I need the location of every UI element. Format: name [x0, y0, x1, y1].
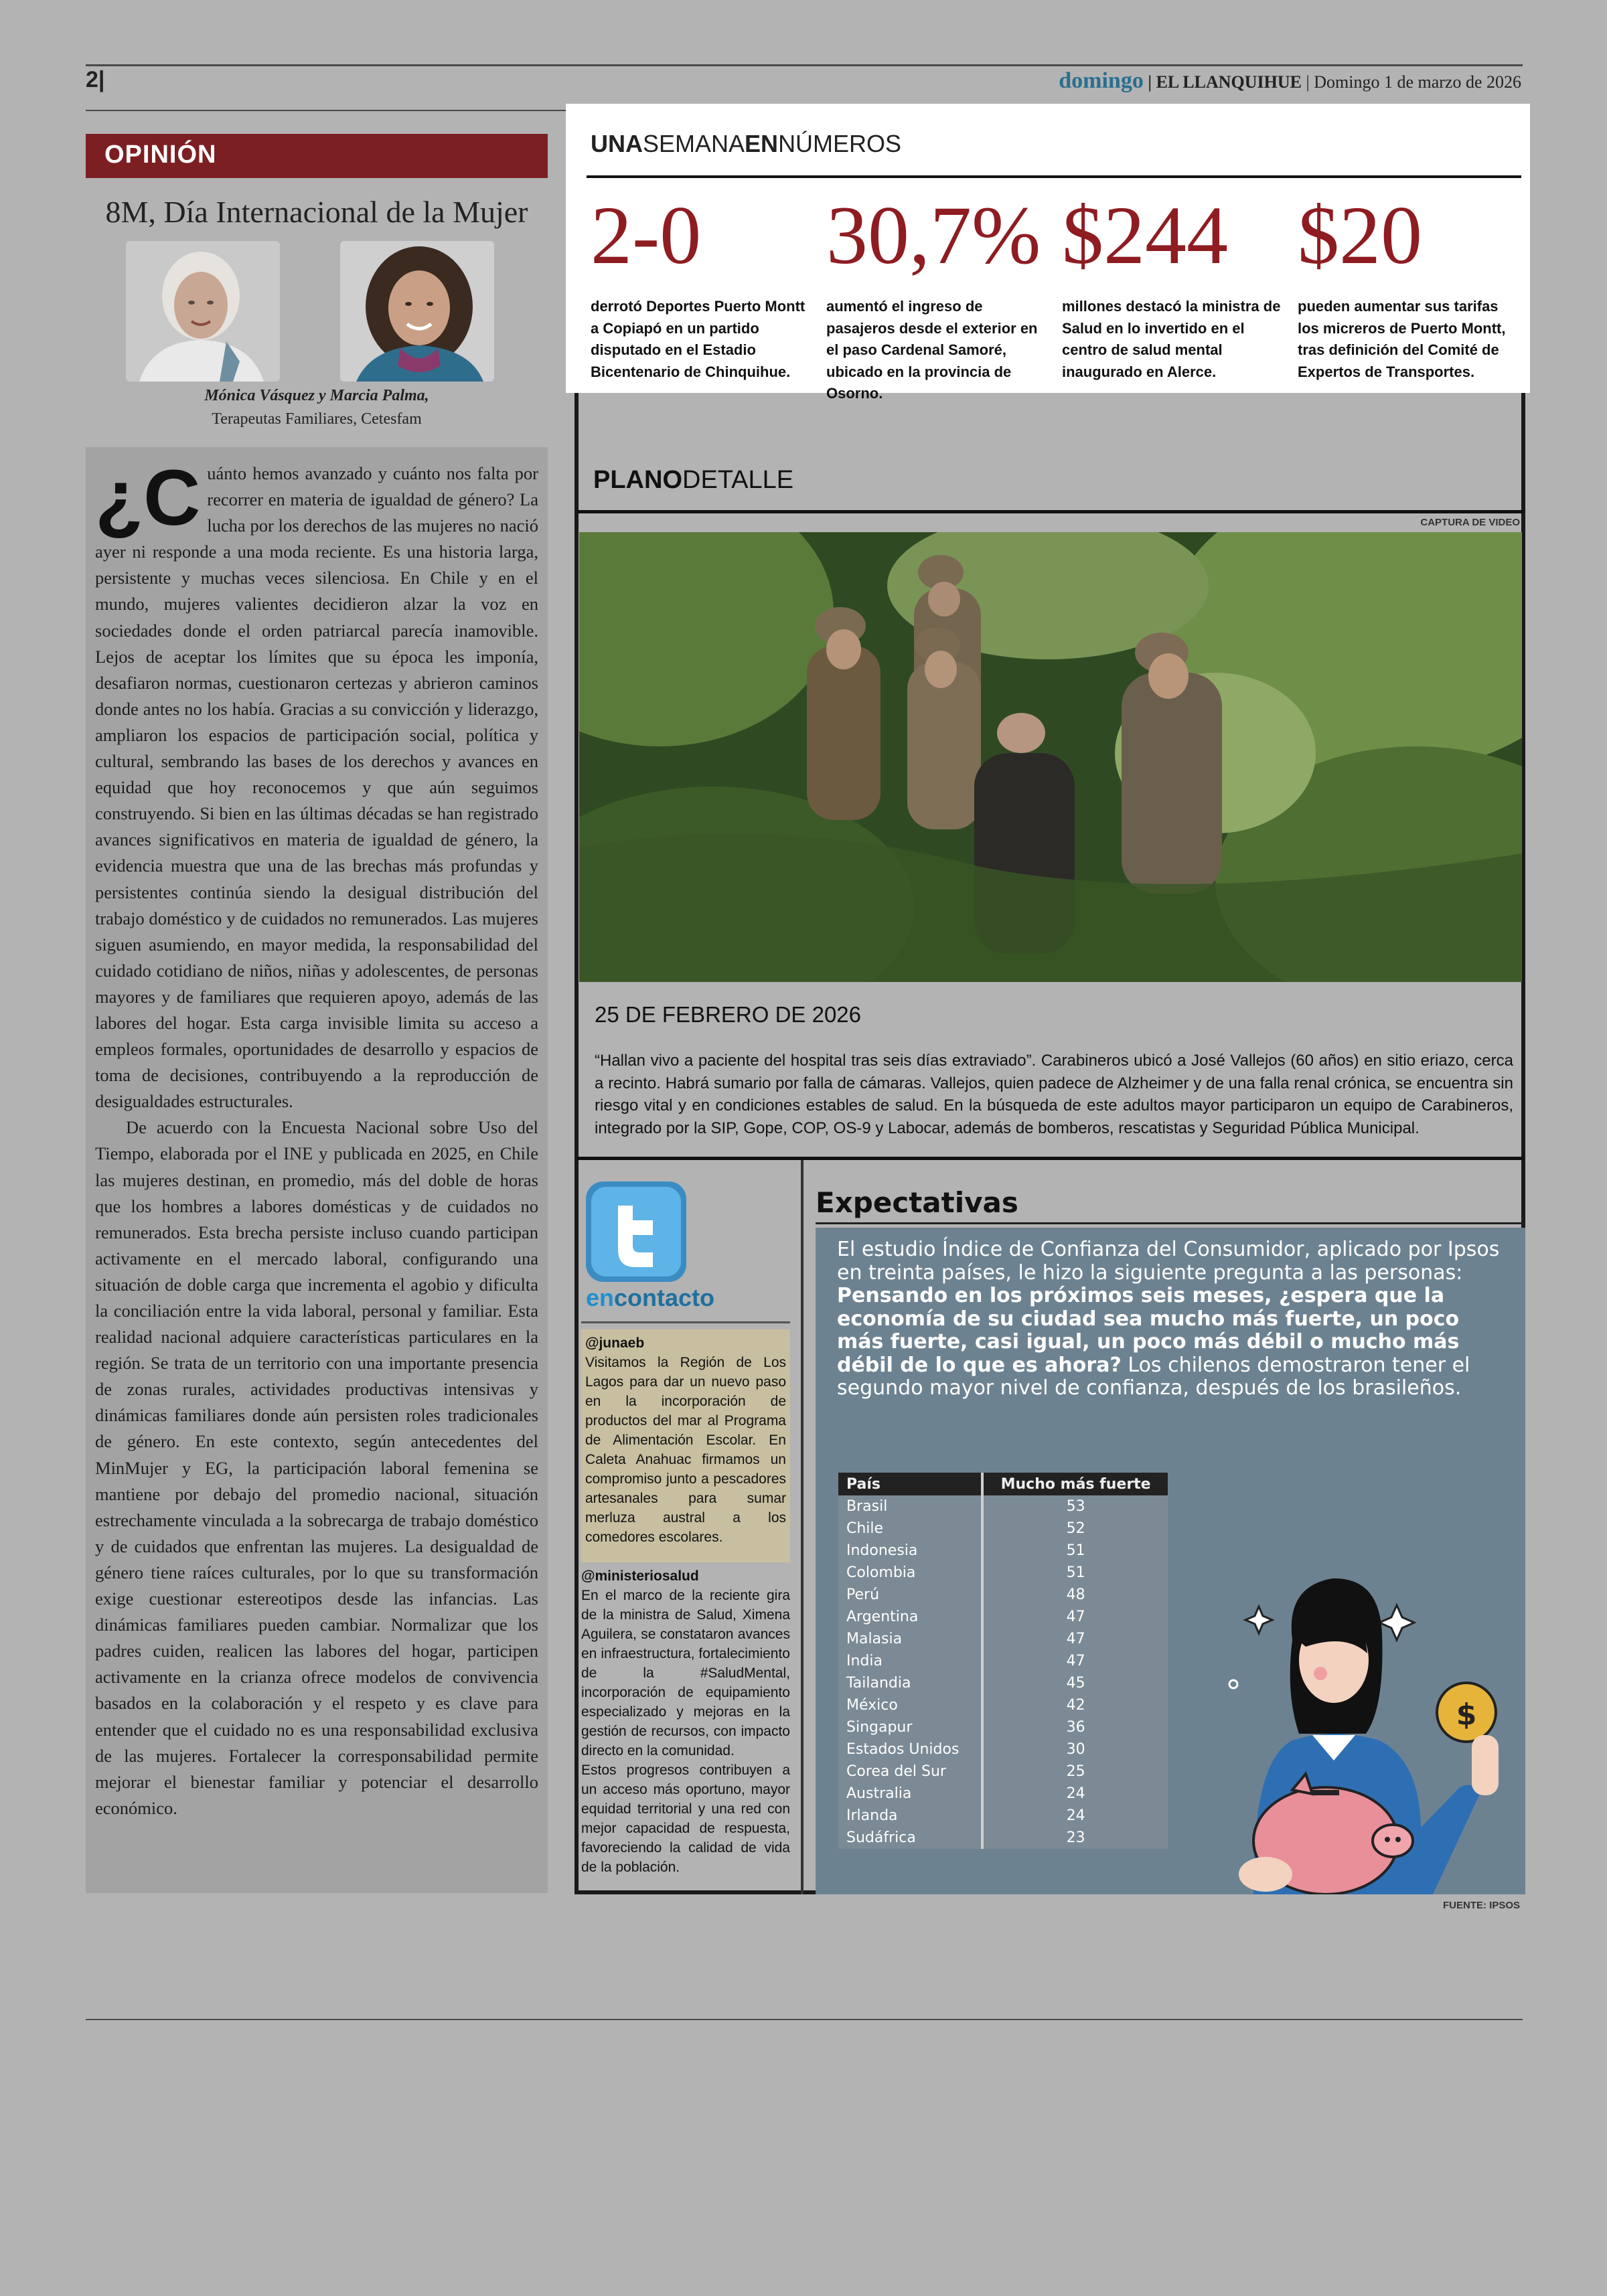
tweet-text-2: Estos progresos contribuyen a un acceso más oportuno, mayor equidad territorial y una red con mejor capacidad de respuesta, favoreciendo la calidad de vida de la población.	[581, 1762, 790, 1875]
column-header-value: Mucho más fuerte	[982, 1473, 1168, 1495]
contacto-title	[586, 1284, 714, 1312]
table-cell-country: Argentina	[838, 1606, 982, 1628]
opinion-body	[86, 447, 548, 1893]
tweet-text: Visitamos la Región de Los Lagos para dar un nuevo paso en la incorporación de productos del mar al Programa de Alimentación Escolar. En Caleta Anahuac firmamos un compromiso junto a pescadores artesanales para sumar merluza austral a los comedores escolares.	[585, 1355, 786, 1545]
tweet-1	[581, 1329, 790, 1562]
drop-cap: ¿C	[95, 454, 201, 542]
twitter-icon	[586, 1181, 686, 1282]
table-cell-value: 30	[982, 1738, 1168, 1760]
semana-rule	[587, 175, 1521, 178]
publication-name: | EL LLANQUIHUE	[1148, 72, 1302, 92]
table-row	[838, 1584, 1168, 1606]
table-row	[838, 1694, 1168, 1716]
table-cell-country: Singapur	[838, 1716, 982, 1738]
table-cell-country: Colombia	[838, 1562, 982, 1584]
tweet-2	[581, 1566, 790, 1877]
header-date: | Domingo 1 de marzo de 2026	[1306, 72, 1521, 92]
opinion-paragraph-1	[95, 454, 538, 1115]
table-row	[838, 1606, 1168, 1628]
table-cell-country: Perú	[838, 1584, 982, 1606]
stat-value: $244	[1062, 189, 1228, 281]
page-number: 2|	[86, 67, 105, 92]
table-cell-value: 23	[982, 1827, 1168, 1849]
stat-value: 2-0	[591, 189, 702, 281]
opinion-title: 8M, Día Internacional de la Mujer	[105, 195, 528, 229]
semana-title-d: NÚMEROS	[778, 130, 902, 157]
plano-date: 25 DE FEBRERO DE 2026	[595, 1002, 861, 1027]
page-header	[1059, 68, 1521, 94]
table-row	[838, 1783, 1168, 1805]
section-divider	[577, 1157, 1524, 1160]
bottom-rule	[86, 2019, 1523, 2020]
table-cell-country: México	[838, 1694, 982, 1716]
semana-title-b: SEMANA	[643, 130, 745, 157]
semana-title-a: UNA	[591, 130, 643, 157]
table-cell-value: 24	[982, 1805, 1168, 1827]
confidence-table	[838, 1473, 1168, 1849]
table-cell-country: India	[838, 1650, 982, 1672]
table-row	[838, 1540, 1168, 1562]
tweet-handle: @junaeb	[585, 1335, 645, 1351]
stat-item-3	[1062, 189, 1283, 383]
contacto-title-b: contacto	[614, 1284, 715, 1311]
expectativas-text	[837, 1238, 1510, 1400]
table-row	[838, 1672, 1168, 1694]
contacto-rule	[581, 1321, 790, 1323]
table-row	[838, 1650, 1168, 1672]
author-portrait-1	[126, 241, 280, 382]
table-row	[838, 1805, 1168, 1827]
expectativas-intro: El estudio Índice de Confianza del Consumidor, aplicado por Ipsos en treinta países, le hizo la siguiente pregunta a las personas:	[837, 1238, 1500, 1285]
column-divider	[801, 1160, 804, 1894]
opinion-banner: OPINIÓN	[86, 134, 548, 178]
source-note: FUENTE: IPSOS	[1442, 1900, 1520, 1911]
expectativas-outro: Los chilenos demostraron tener el segundo mayor nivel de confianza, después de los brasileños.	[837, 1353, 1470, 1400]
table-body	[838, 1495, 1168, 1849]
table-row	[838, 1760, 1168, 1783]
table-cell-value: 51	[982, 1562, 1168, 1584]
expectativas-rule	[816, 1222, 1524, 1224]
table-cell-value: 47	[982, 1606, 1168, 1628]
plano-title	[593, 466, 793, 495]
table-row	[838, 1518, 1168, 1540]
stat-text: derrotó Deportes Puerto Montt a Copiapó en un partido disputado en el Estadio Bicentenario de Chinquihue.	[591, 298, 806, 380]
news-photo	[579, 532, 1522, 982]
table-cell-country: Brasil	[838, 1495, 982, 1518]
table-cell-value: 25	[982, 1760, 1168, 1783]
opinion-authors: Mónica Vásquez y Marcia Palma,	[204, 387, 429, 404]
table-cell-country: Sudáfrica	[838, 1827, 982, 1849]
table-cell-value: 47	[982, 1650, 1168, 1672]
table-cell-country: Malasia	[838, 1628, 982, 1650]
table-row	[838, 1628, 1168, 1650]
plano-title-b: DETALLE	[682, 466, 794, 494]
plano-rule	[577, 510, 1524, 513]
table-cell-country: Estados Unidos	[838, 1738, 982, 1760]
stat-text: millones destacó la ministra de Salud en lo invertido en el centro de salud mental inaugurado en Alerce.	[1062, 298, 1281, 380]
expectativas-question: Pensando en los próximos seis meses, ¿espera que la economía de su ciudad sea mucho más fuerte, un poco más fuerte, casi igual, un poco más débil o mucho más débil de lo que es ahora?	[837, 1284, 1460, 1377]
stat-value: $20	[1298, 189, 1422, 281]
column-header-country: País	[838, 1473, 982, 1495]
opinion-paragraph-2: De acuerdo con la Encuesta Nacional sobre Uso del Tiempo, elaborada por el INE y publicada en 2025, en Chile las mujeres destinan, en promedio, más del doble de horas que los hombres a labores domésticas y de cuidados no remunerados. Esta brecha persiste incluso cuando participan activamente en el mercado laboral, configurando una situación de doble carga que incrementa el agobio y dificulta la conciliación entre la vida laboral, personal y familiar. Esta realidad nacional adquiere características particulares en la región. Se trata de un territorio con una importante presencia de zonas rurales, actividades productivas intensivas y dinámicas familiares donde aún persisten roles tradicionales de género. En este contexto, según antecedentes del MinMujer y EG, la participación laboral femenina se mantiene por debajo del promedio nacional, situación estrechamente vinculada a la sobrecarga de trabajo doméstico y de cuidados que enfrentan las mujeres. La desigualdad de género tiene raíces culturales, por lo que su transformación exige cuestionar estereotipos desde las infancias. Las dinámicas familiares pueden cambiar. Normalizar que los padres cuiden, realicen las labores del hogar, participen activamente en la crianza ofrece modelos de convivencia basados en la colaboración y el respeto y es clave para entender que el cuidado no es una responsabilidad exclusiva de las mujeres. Fortalecer la corresponsabilidad permite mejorar el bienestar familiar y potenciar el desarrollo económico.	[95, 1117, 538, 1818]
stat-item-4	[1298, 189, 1519, 383]
table-cell-value: 36	[982, 1716, 1168, 1738]
table-header-row	[838, 1473, 1168, 1495]
table-cell-value: 47	[982, 1628, 1168, 1650]
semana-title	[591, 130, 901, 158]
table-cell-value: 48	[982, 1584, 1168, 1606]
stat-text: pueden aumentar sus tarifas los micreros de Puerto Montt, tras definición del Comité de Expertos de Transportes.	[1298, 298, 1506, 380]
table-cell-value: 51	[982, 1540, 1168, 1562]
photo-credit: CAPTURA DE VIDEO	[1420, 517, 1520, 528]
tweet-handle: @ministeriosalud	[581, 1568, 699, 1584]
table-cell-country: Australia	[838, 1783, 982, 1805]
stat-item-1	[591, 189, 812, 383]
table-row	[838, 1562, 1168, 1584]
semana-title-c: EN	[745, 130, 779, 157]
table-cell-value: 52	[982, 1518, 1168, 1540]
table-cell-country: Corea del Sur	[838, 1760, 982, 1783]
table-row	[838, 1827, 1168, 1849]
expectativas-title: Expectativas	[816, 1186, 1018, 1219]
author-portrait-2	[340, 241, 494, 382]
svg-text:$: $	[1456, 1698, 1477, 1732]
table-row	[838, 1716, 1168, 1738]
table-cell-value: 42	[982, 1694, 1168, 1716]
section-name: domingo	[1059, 68, 1144, 93]
plano-caption: “Hallan vivo a paciente del hospital tras seis días extraviado”. Carabineros ubicó a José Vallejos (60 años) en sitio eriazo, cerca a recinto. Habrá sumario por falla de cámaras. Vallejos, quien padece de Alzheimer y de una falla renal crónica, se encuentra sin riesgo vital y en condiciones estables de salud. En la búsqueda de este adultos mayor participaron un equipo de Carabineros, integrado por la SIP, Gope, COP, OS-9 y Labocar, además de bomberos, rescatistas y Seguridad Pública Municipal.	[595, 1052, 1513, 1137]
table-cell-country: Tailandia	[838, 1672, 982, 1694]
table-row	[838, 1738, 1168, 1760]
table-row	[838, 1495, 1168, 1518]
opinion-affiliation: Terapeutas Familiares, Cetesfam	[212, 410, 422, 428]
tweet-text: En el marco de la reciente gira de la ministra de Salud, Ximena Aguilera, se constataron avances en infraestructura, fortalecimiento de la #SaludMental, incorporación de equipamiento especializado y mejoras en la gestión de recursos, con impacto directo en la comunidad.	[581, 1588, 790, 1758]
opinion-paragraph-1-text: uánto hemos avanzado y cuánto nos falta por recorrer en materia de igualdad de género? La lucha por los derechos de las mujeres no nació ayer ni responde a una moda reciente. Es una historia larga, persistente y muchas veces silenciosa. En Chile y en el mundo, mujeres valientes decidieron alzar la voz en sociedades donde el orden patriarcal parecía inamovible. Lejos de aceptar los límites que su época les imponía, desafiaron normas, cuestionaron certezas y abrieron caminos donde antes no los había. Gracias a su convicción y liderazgo, ampliaron los espacios de participación social, política y cultural, sembrando las bases de los derechos y avances en equidad que hoy reconocemos y que aún seguimos construyendo. Si bien en las últimas décadas se han registrado avances significativos en materia de igualdad de género, la evidencia muestra que una de las brechas más profundas y persistentes continúa siendo la desigual distribución del trabajo doméstico y de cuidados no remunerados. Las mujeres siguen asumiendo, en mayor medida, la responsabilidad del cuidado cotidiano de niños, niñas y adolescentes, de personas mayores y de familiares que requieren apoyo, además de las labores del hogar. Esta carga invisible limita su acceso a empleos formales, oportunidades de desarrollo y espacios de toma de decisiones, contribuyendo a la reproducción de desigualdades estructurales.	[95, 463, 538, 1112]
table-cell-value: 24	[982, 1783, 1168, 1805]
opinion-byline	[86, 384, 548, 431]
table-cell-value: 53	[982, 1495, 1168, 1518]
table-cell-country: Indonesia	[838, 1540, 982, 1562]
table-cell-country: Irlanda	[838, 1805, 982, 1827]
stat-text: aumentó el ingreso de pasajeros desde el exterior en el paso Cardenal Samoré, ubicado en la provincia de Osorno.	[826, 298, 1038, 402]
table-cell-country: Chile	[838, 1518, 982, 1540]
contacto-title-a: en	[586, 1284, 615, 1311]
table-cell-value: 45	[982, 1672, 1168, 1694]
woman-piggybank-illustration	[1192, 1560, 1525, 1894]
plano-title-a: PLANO	[593, 466, 682, 494]
top-rule	[86, 64, 1523, 66]
stat-value: 30,7%	[826, 189, 1041, 281]
stat-item-2	[826, 189, 1047, 405]
